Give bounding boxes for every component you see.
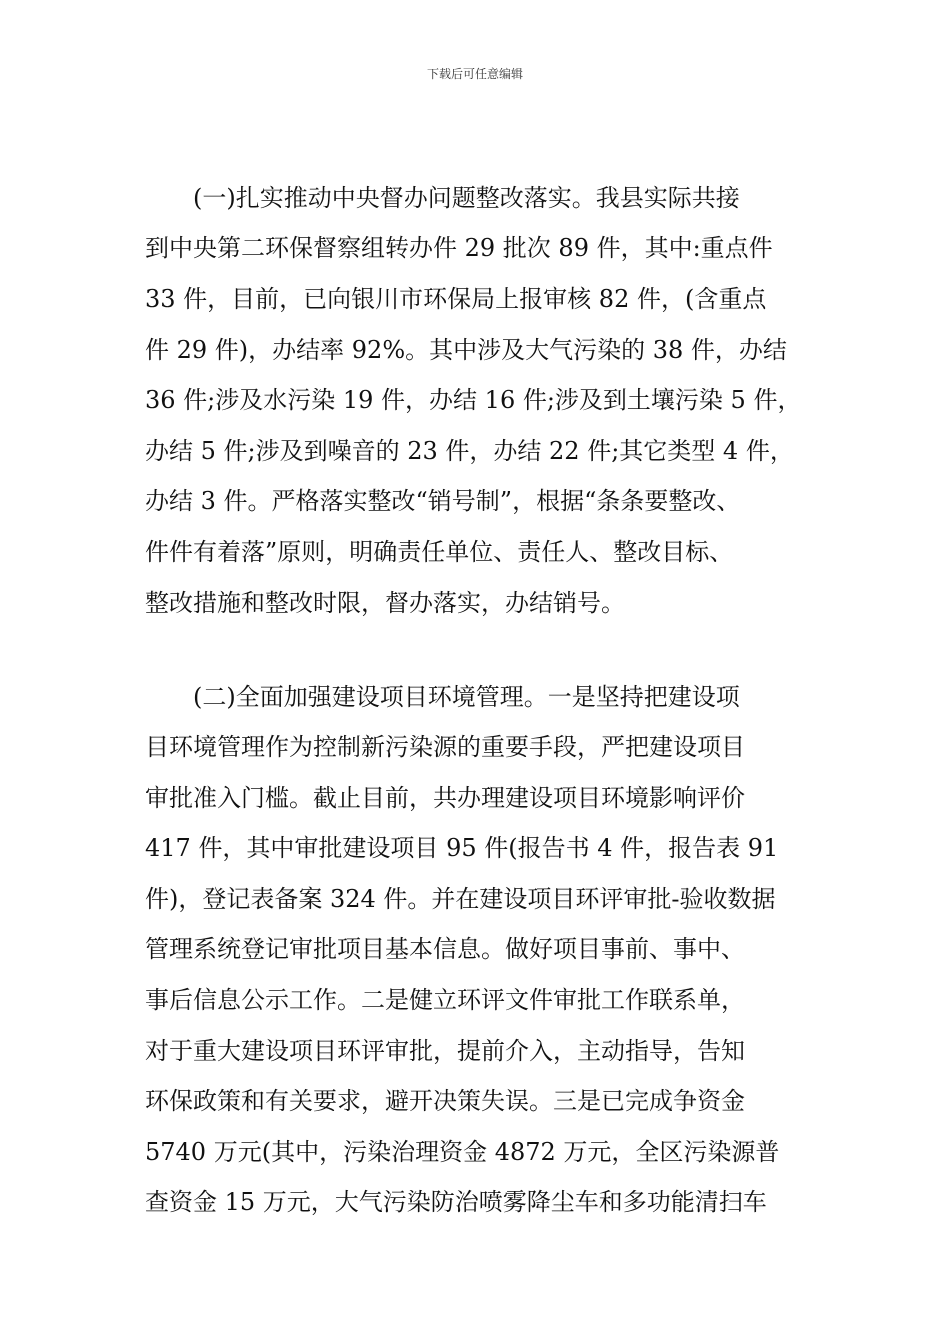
paragraph-line: (一)扎实推动中央督办问题整改落实。我县实际共接: [193, 184, 740, 212]
paragraph-line: 管理系统登记审批项目基本信息。做好项目事前、事中、: [145, 935, 745, 963]
paragraph-line: 件)，登记表备案 324 件。并在建设项目环评审批-验收数据: [145, 885, 776, 913]
paragraph-line: 事后信息公示工作。二是健立环评文件审批工作联系单，: [145, 986, 745, 1014]
paragraph-line: 目环境管理作为控制新污染源的重要手段，严把建设项目: [145, 733, 745, 761]
paragraph-line: 36 件;涉及水污染 19 件，办结 16 件;涉及到土壤污染 5 件，: [145, 386, 802, 414]
paragraph-line: 对于重大建设项目环评审批，提前介入，主动指导，告知: [145, 1037, 745, 1065]
paragraph-line: 33 件，目前，已向银川市环保局上报审核 82 件，(含重点: [145, 285, 767, 313]
paragraph-line: 办结 5 件;涉及到噪音的 23 件，办结 22 件;其它类型 4 件，: [145, 437, 794, 465]
paragraph-line: 5740 万元(其中，污染治理资金 4872 万元，全区污染源普: [145, 1138, 780, 1166]
paragraph-line: (二)全面加强建设项目环境管理。一是坚持把建设项: [193, 683, 740, 711]
header-note: 下载后可任意编辑: [426, 67, 523, 81]
paragraph-line: 件 29 件)，办结率 92%。其中涉及大气污染的 38 件，办结: [145, 336, 787, 364]
paragraph-line: 件件有着落”原则，明确责任单位、责任人、整改目标、: [145, 538, 734, 566]
paragraph-line: 整改措施和整改时限，督办落实，办结销号。: [145, 589, 625, 617]
paragraph-line: 查资金 15 万元，大气污染防治喷雾降尘车和多功能清扫车: [145, 1188, 767, 1216]
paragraph-line: 办结 3 件。严格落实整改“销号制”，根据“条条要整改、: [145, 487, 741, 515]
paragraph-line: 环保政策和有关要求，避开决策失误。三是已完成争资金: [145, 1087, 745, 1115]
paragraph-line: 417 件，其中审批建设项目 95 件(报告书 4 件，报告表 91: [145, 834, 779, 862]
paragraph-line: 审批准入门槛。截止目前，共办理建设项目环境影响评价: [145, 784, 745, 812]
paragraph-line: 到中央第二环保督察组转办件 29 批次 89 件，其中:重点件: [145, 234, 773, 262]
